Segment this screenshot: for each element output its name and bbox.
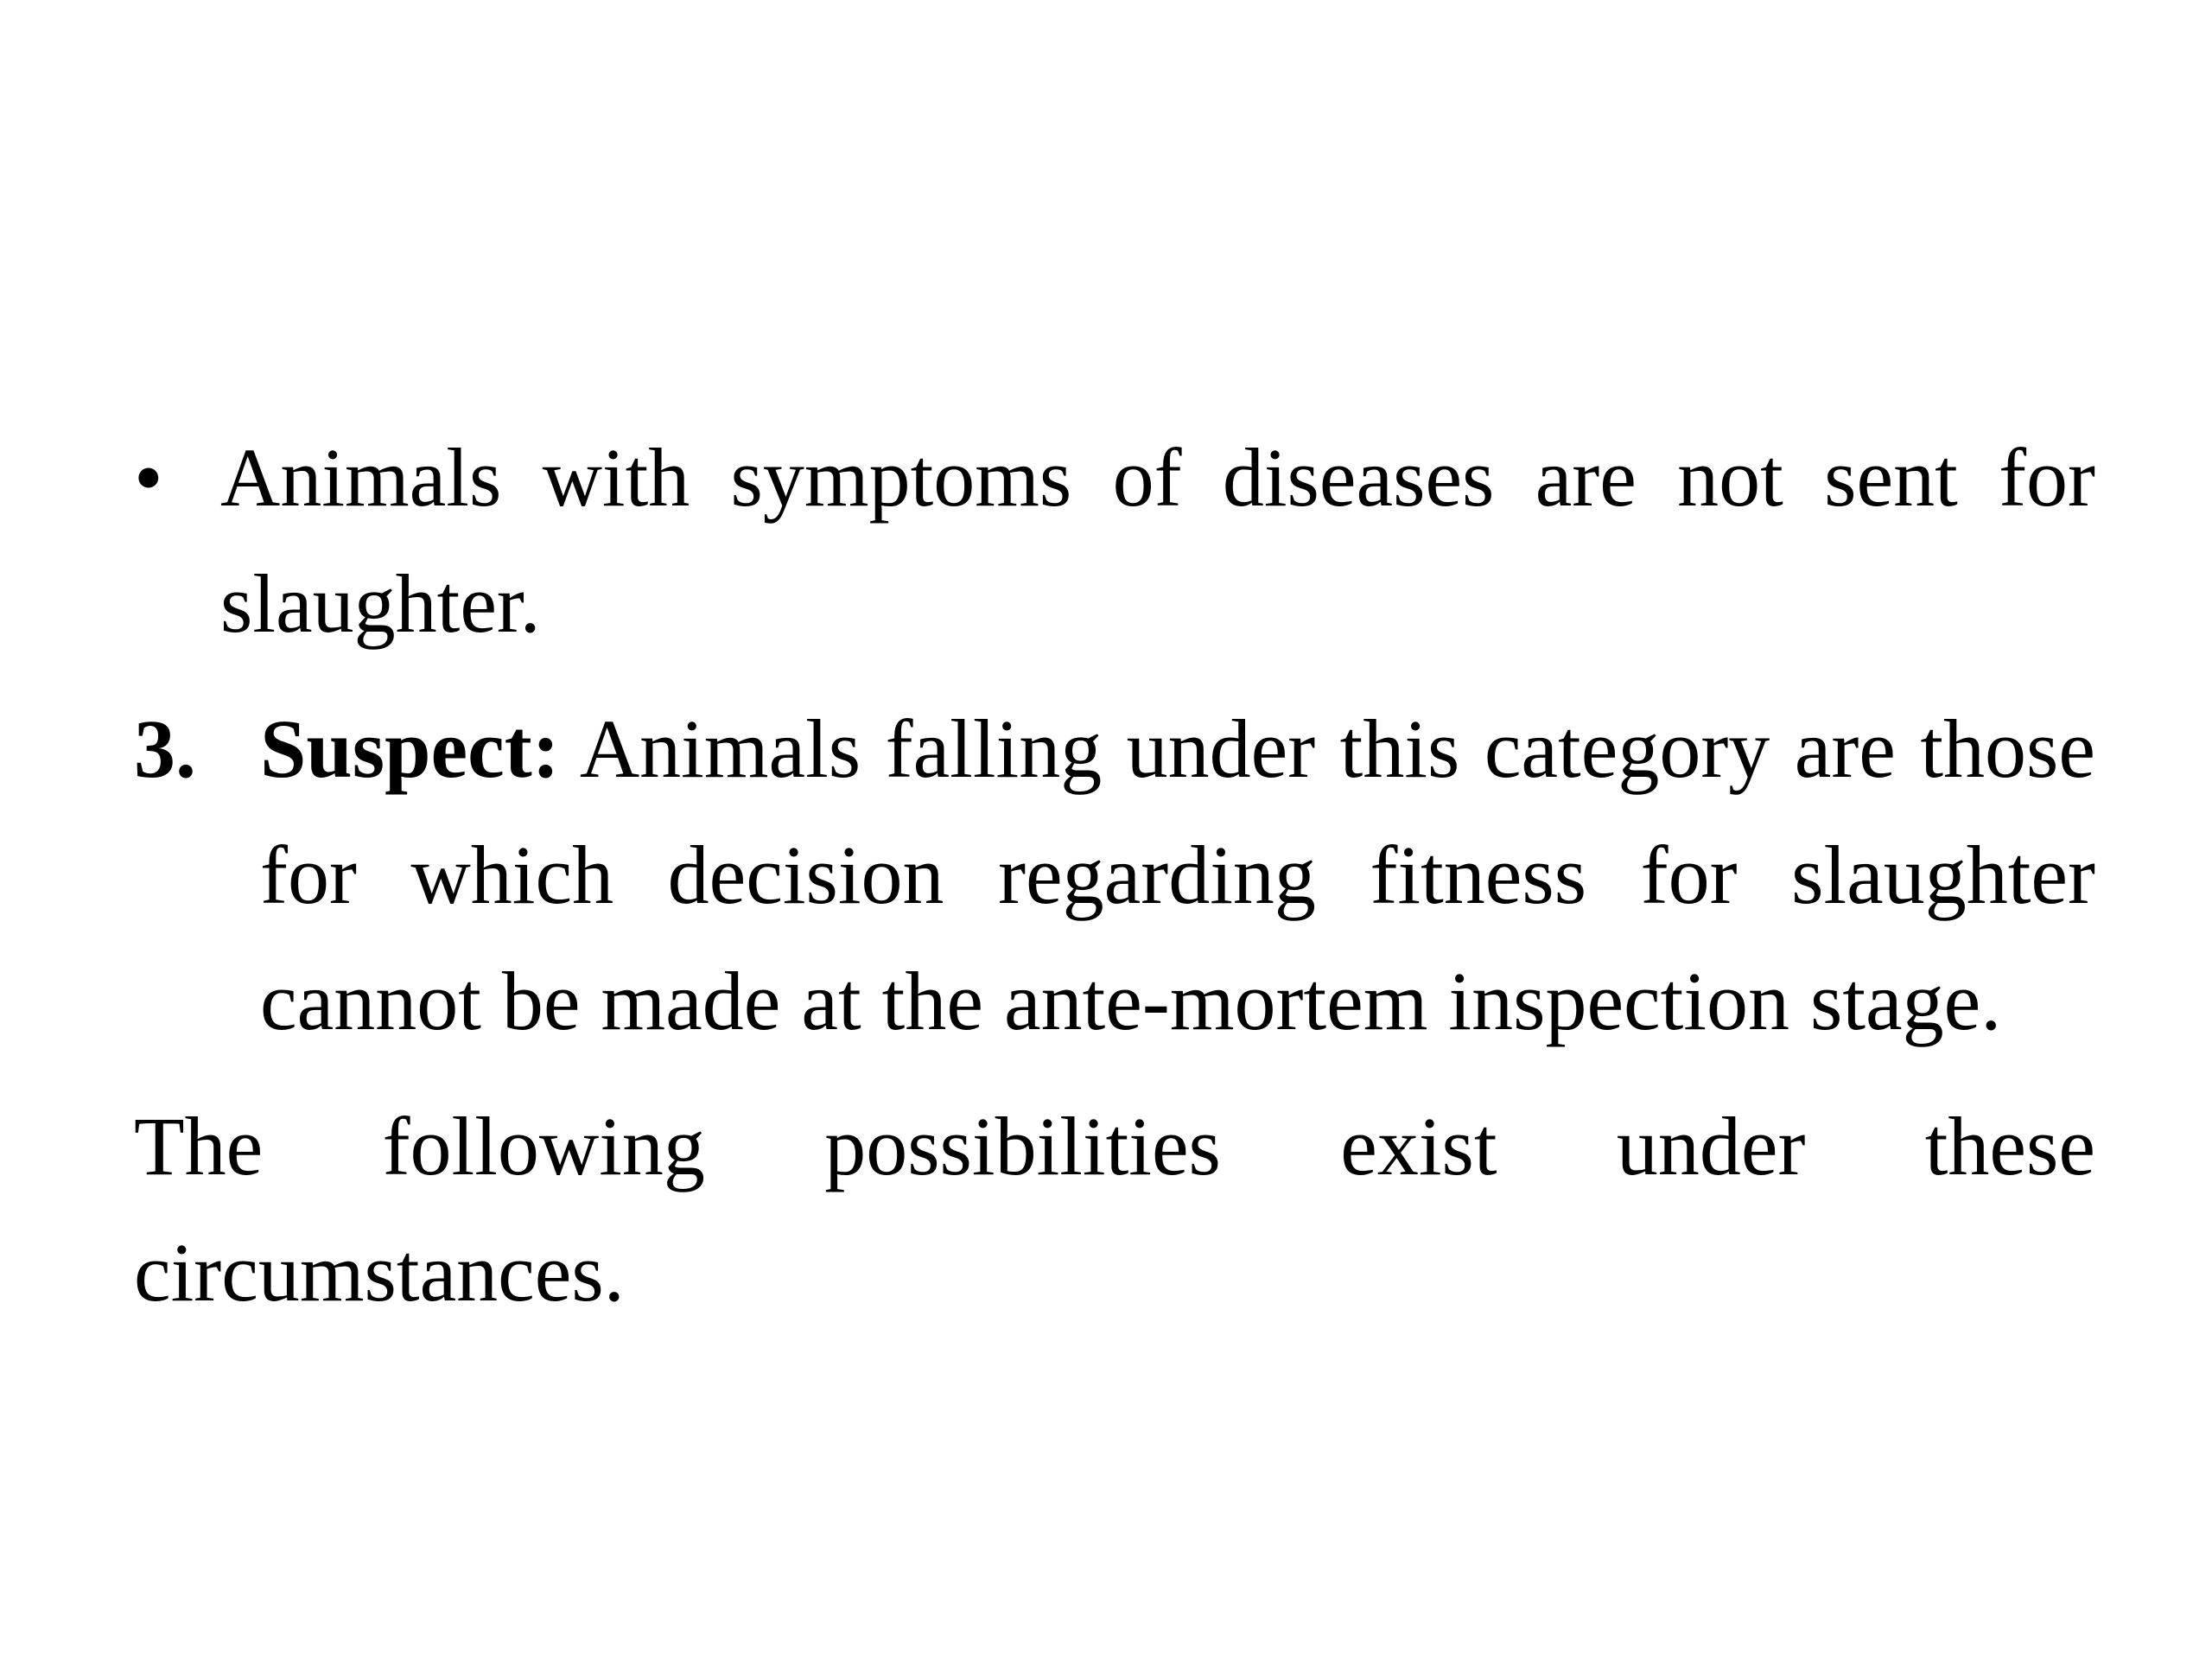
item-term: Suspect:: [260, 702, 560, 795]
item-text: Animals falling under this category are those for which decision regarding fitness for slaughter cannot be made at the ante-mortem inspection stage.: [260, 702, 2096, 1047]
slide-body: [134, 415, 2095, 1336]
bullet-icon: •: [134, 431, 163, 524]
item-paragraph: [260, 686, 2095, 1065]
bullet-item: [134, 415, 2095, 667]
numbered-item-suspect: [134, 686, 2095, 1065]
closing-paragraph: The following possibilities exist under these circumstances.: [134, 1100, 2095, 1319]
bullet-text: Animals with symptoms of diseases are not sent for slaughter.: [220, 431, 2095, 650]
item-number: 3.: [134, 702, 196, 795]
